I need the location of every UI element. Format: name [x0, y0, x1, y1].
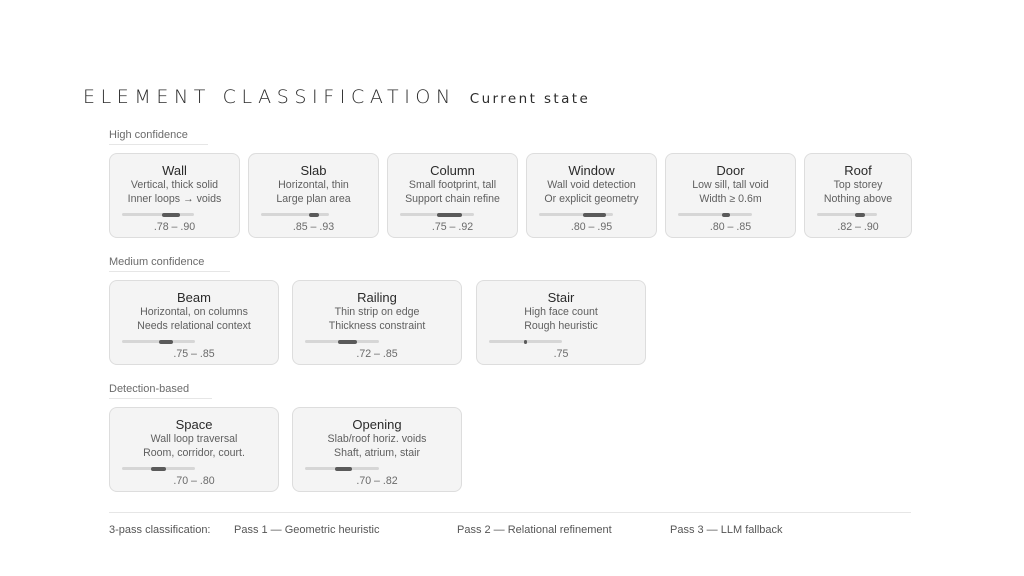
- confidence-bar-track: [400, 213, 474, 216]
- class-card-wall: [109, 153, 240, 238]
- page-subtitle: Current state: [469, 91, 591, 107]
- class-card-door: [665, 153, 796, 238]
- footer-divider: [109, 512, 911, 513]
- card-title: Opening: [352, 417, 402, 432]
- confidence-range: .72 – .85: [356, 348, 398, 360]
- card-title: Door: [716, 163, 745, 178]
- card-description-line-1: Slab/roof horiz. voids: [327, 433, 427, 445]
- card-title: Railing: [357, 290, 397, 305]
- class-card-slab: [248, 153, 379, 238]
- card-description-line-2: Or explicit geometry: [544, 193, 639, 205]
- card-description-line-2: Nothing above: [823, 193, 893, 205]
- class-card-window: [526, 153, 657, 238]
- confidence-bar-track: [678, 213, 752, 216]
- footer-label: 3-pass classification:: [109, 524, 211, 536]
- card-description-line-2: Needs relational context: [137, 320, 251, 332]
- card-description-line-1: Wall void detection: [547, 179, 636, 191]
- card-title: Window: [568, 163, 615, 178]
- footer-pass-2: Pass 2 — Relational refinement: [457, 524, 612, 536]
- card-title: Column: [430, 163, 475, 178]
- footer-pass-3: Pass 3 — LLM fallback: [670, 524, 783, 536]
- confidence-bar-track: [489, 340, 562, 343]
- footer-pass-1: Pass 1 — Geometric heuristic: [234, 524, 380, 536]
- confidence-range: .85 – .93: [292, 221, 335, 233]
- card-description-line-2: Large plan area: [276, 193, 351, 205]
- confidence-bar-fill: [335, 467, 353, 471]
- confidence-range: .75: [553, 348, 569, 360]
- class-card-stair: [476, 280, 646, 365]
- page-title: ELEMENT CLASSIFICATION: [83, 86, 456, 108]
- card-title: Slab: [300, 163, 327, 178]
- card-description-line-1: Thin strip on edge: [334, 306, 420, 318]
- confidence-bar-fill: [583, 213, 605, 217]
- card-description-line-1: Horizontal, thin: [278, 179, 349, 191]
- confidence-bar-track: [261, 213, 329, 216]
- confidence-bar-track: [817, 213, 877, 216]
- confidence-range: .70 – .80: [173, 475, 215, 487]
- card-title: Roof: [844, 163, 872, 178]
- confidence-bar-fill: [437, 213, 462, 217]
- class-card-column: [387, 153, 518, 238]
- card-description-line-1: Wall loop traversal: [150, 433, 238, 445]
- confidence-range: .78 – .90: [153, 221, 196, 233]
- class-card-beam: [109, 280, 279, 365]
- card-description-line-2: Inner loops → voids: [127, 193, 222, 205]
- confidence-bar-fill: [722, 213, 729, 217]
- confidence-range: .80 – .95: [570, 221, 613, 233]
- confidence-bar-track: [305, 340, 379, 343]
- card-title: Beam: [177, 290, 211, 305]
- card-description-line-1: Vertical, thick solid: [130, 179, 219, 191]
- card-description-line-1: High face count: [524, 306, 598, 318]
- card-description-line-2: Room, corridor, court.: [143, 447, 245, 459]
- confidence-range: .80 – .85: [709, 221, 752, 233]
- card-description-line-2: Shaft, atrium, stair: [334, 447, 420, 459]
- card-description-line-2: Thickness constraint: [328, 320, 426, 332]
- header: [83, 86, 590, 108]
- card-description-line-2: Rough heuristic: [524, 320, 598, 332]
- confidence-range: .82 – .90: [837, 221, 879, 233]
- card-title: Wall: [162, 163, 187, 178]
- confidence-bar-fill: [338, 340, 357, 344]
- confidence-bar-fill: [151, 467, 166, 471]
- confidence-bar-fill: [309, 213, 320, 217]
- class-card-opening: [292, 407, 462, 492]
- confidence-bar-fill: [855, 213, 865, 217]
- confidence-range: .75 – .85: [173, 348, 215, 360]
- class-card-roof: [804, 153, 912, 238]
- confidence-bar-track: [305, 467, 379, 470]
- confidence-bar-track: [539, 213, 613, 216]
- section-label: Detection-based: [109, 383, 212, 399]
- card-description-line-1: Small footprint, tall: [408, 179, 497, 191]
- confidence-bar-track: [122, 213, 194, 216]
- confidence-range: .75 – .92: [431, 221, 474, 233]
- class-card-railing: [292, 280, 462, 365]
- card-description-line-2: Support chain refine: [405, 193, 500, 205]
- card-title: Stair: [547, 290, 575, 305]
- card-description-line-1: Low sill, tall void: [692, 179, 769, 191]
- confidence-bar-fill: [162, 213, 179, 217]
- confidence-bar-track: [122, 467, 195, 470]
- confidence-bar-fill: [524, 340, 527, 344]
- section-label: High confidence: [109, 129, 208, 145]
- card-description-line-2: Width ≥ 0.6m: [699, 193, 762, 205]
- card-description-line-1: Horizontal, on columns: [140, 306, 248, 318]
- card-title: Space: [175, 417, 213, 432]
- confidence-bar-fill: [159, 340, 174, 344]
- class-card-space: [109, 407, 279, 492]
- confidence-range: .70 – .82: [356, 475, 398, 487]
- card-description-line-1: Top storey: [833, 179, 883, 191]
- confidence-bar-track: [122, 340, 195, 343]
- section-label: Medium confidence: [109, 256, 230, 272]
